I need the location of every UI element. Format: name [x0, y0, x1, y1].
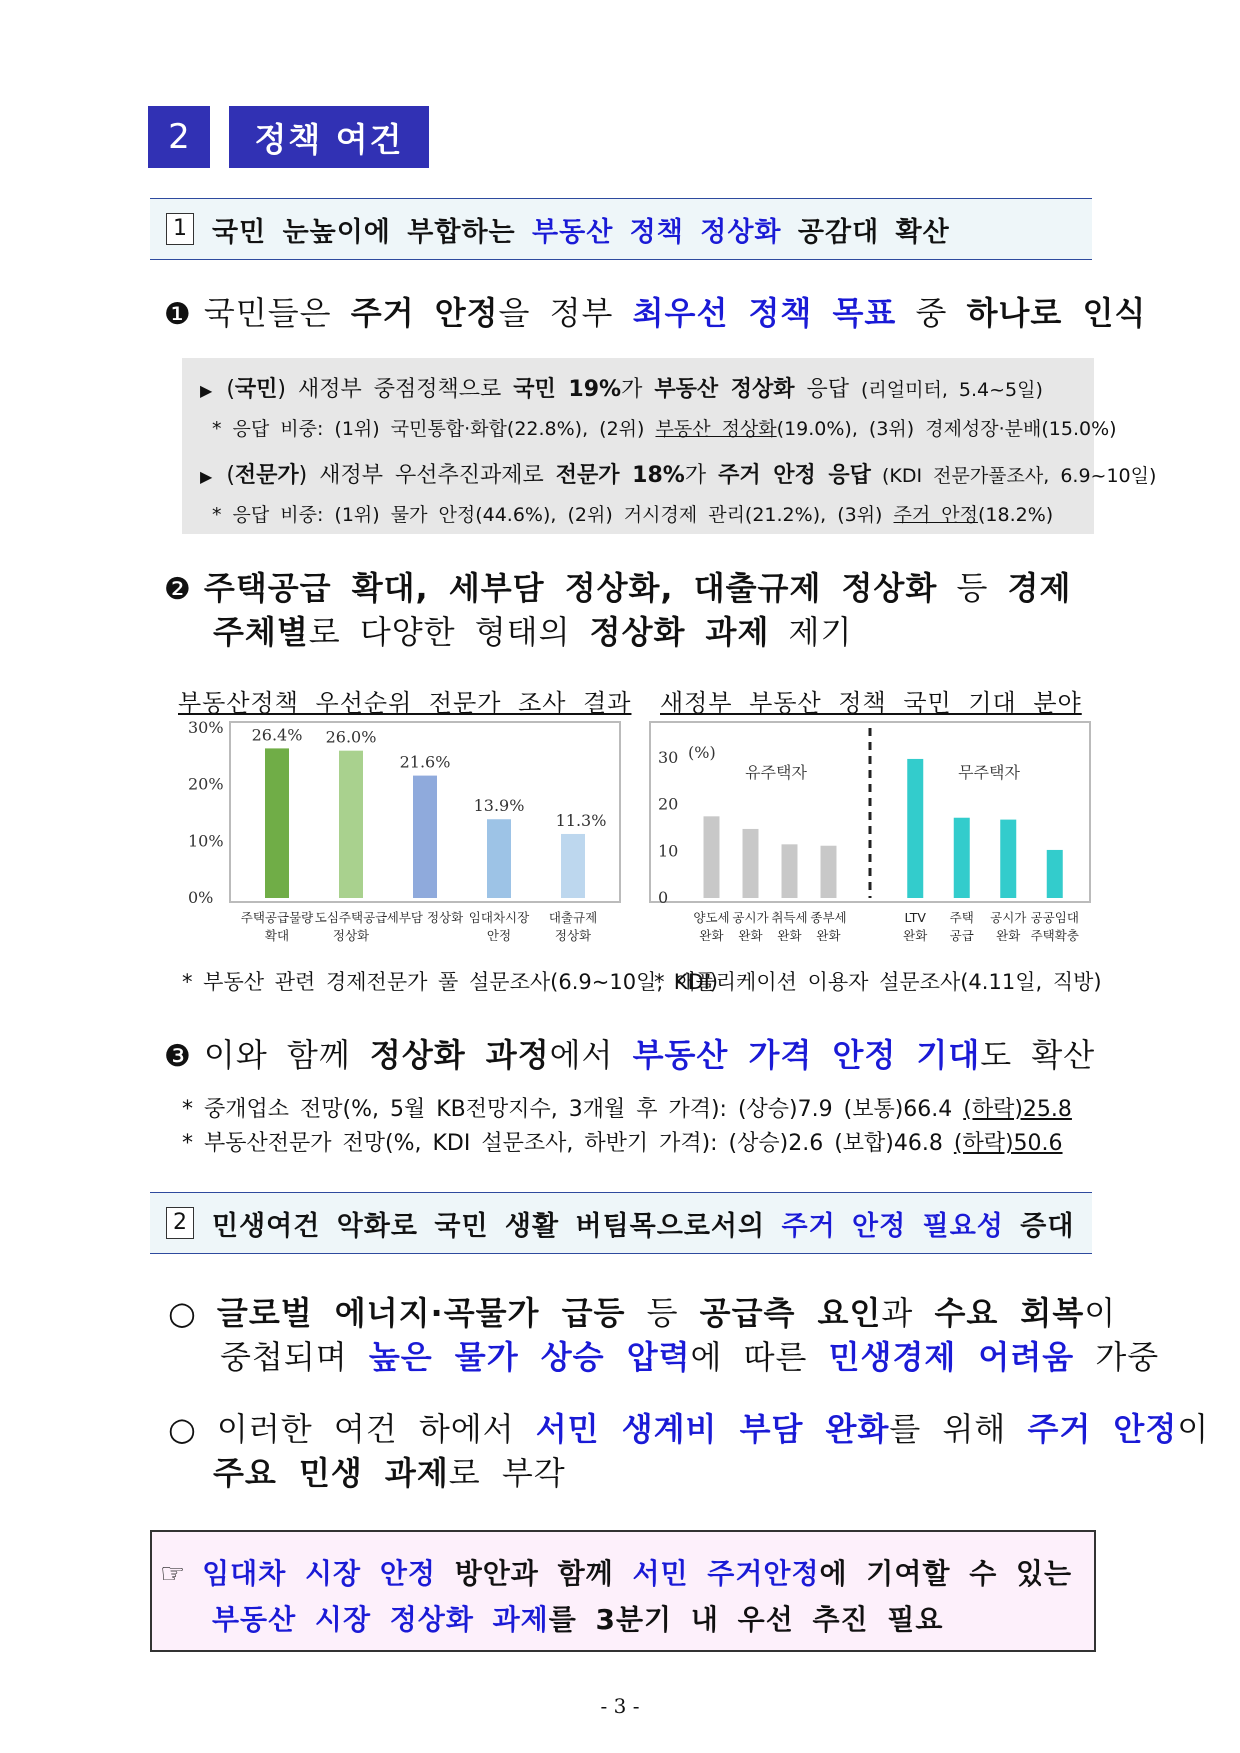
- bar: [954, 818, 970, 898]
- bar: [782, 844, 798, 898]
- category-label: 주택확충: [1030, 928, 1079, 943]
- category-label: LTV: [904, 910, 926, 925]
- category-label: 확대: [264, 928, 290, 943]
- bar: [821, 846, 837, 898]
- y-tick-label: 10: [658, 841, 679, 861]
- category-label: 완화: [996, 928, 1021, 943]
- subheading-text: 국민 눈높이에 부합하는 부동산 정책 정상화 공감대 확산: [212, 216, 950, 248]
- y-tick-label: 0: [658, 888, 669, 907]
- category-label: 주택: [949, 910, 974, 925]
- unit-label: (%): [688, 743, 716, 762]
- y-tick-label: 0%: [188, 888, 214, 907]
- category-label: 취득세: [771, 910, 808, 925]
- y-tick-label: 20: [658, 794, 679, 814]
- bar: [265, 748, 289, 898]
- data-label: 11.3%: [555, 810, 607, 830]
- bullet-1-line1: ○ 글로벌 에너지·곡물가 급등 등 공급측 요인과 수요 회복이: [168, 1294, 1117, 1332]
- bar: [907, 759, 923, 898]
- chart-1: [178, 718, 628, 958]
- number-marker: ❶: [164, 297, 192, 332]
- y-tick-label: 30%: [188, 718, 224, 737]
- conclusion-line1: ☞ 임대차 시장 안정 방안과 함께 서민 주거안정에 기여할 수 있는: [160, 1557, 1073, 1590]
- triangle-bullet-icon: ▶: [200, 467, 213, 486]
- circle-bullet-icon: ○: [168, 1410, 197, 1448]
- survey-expert-detail: * 응답 비중: (1위) 물가 안정(44.6%), (2위) 거시경제 관리(21.2%), (3위) 주거 안정(18.2%): [212, 504, 1054, 526]
- y-tick-label: 20%: [188, 774, 224, 794]
- category-label: 도심주택공급: [314, 910, 388, 925]
- subheading-1: [150, 198, 1092, 260]
- survey-expert-line: ▶ (전문가) 새정부 우선추진과제로 전문가 18%가 주거 안정 응답 (KDI 전문가풀조사, 6.9~10일): [200, 463, 1157, 488]
- bullet-2-line1: ○ 이러한 여건 하에서 서민 생계비 부담 완화를 위해 주거 안정이: [168, 1410, 1210, 1448]
- pointing-hand-icon: ☞: [160, 1557, 187, 1590]
- number-marker: ❸: [164, 1039, 192, 1074]
- category-label: 완화: [777, 928, 802, 943]
- point-3-note-1: * 중개업소 전망(%, 5월 KB전망지수, 3개월 후 가격): (상승)7.9 (보통)66.4 (하락)25.8: [182, 1097, 1072, 1122]
- subheading-2: [150, 1192, 1092, 1254]
- category-label: 공급: [949, 928, 974, 943]
- chart-2-source: * 애플리케이션 이용자 설문조사(4.11일, 직방): [654, 970, 1102, 994]
- bullet-1-line2: 중첩되며 높은 물가 상승 압력에 따른 민생경제 어려움 가중: [220, 1338, 1160, 1376]
- bullet-2-line2: 주요 민생 과제로 부각: [213, 1454, 566, 1492]
- circle-bullet-icon: ○: [168, 1294, 197, 1332]
- y-tick-label: 30: [658, 748, 679, 767]
- subheading-number-box: 2: [166, 1207, 194, 1239]
- bar: [1000, 820, 1016, 898]
- data-label: 21.6%: [399, 752, 451, 772]
- point-3: ❸ 이와 함께 정상화 과정에서 부동산 가격 안정 기대도 확산: [164, 1036, 1096, 1074]
- survey-citizen-line: ▶ (국민) 새정부 중점정책으로 국민 19%가 부동산 정상화 응답 (리얼미터, 5.4~5일): [200, 377, 1043, 402]
- category-label: 완화: [903, 928, 928, 943]
- page-number: - 3 -: [600, 1694, 640, 1718]
- chart-1-title: 부동산정책 우선순위 전문가 조사 결과: [178, 689, 632, 717]
- category-label: 정상화: [332, 928, 370, 943]
- category-label: 공시가: [990, 910, 1027, 925]
- bar: [487, 819, 511, 898]
- category-label: 세부담 정상화: [386, 910, 464, 925]
- category-label: 안정: [486, 928, 512, 943]
- subheading-text: 민생여건 악화로 국민 생활 버팀목으로서의 주거 안정 필요성 증대: [212, 1210, 1075, 1242]
- category-label: 완화: [816, 928, 841, 943]
- group-label: 무주택자: [958, 763, 1020, 782]
- data-label: 13.9%: [473, 796, 525, 816]
- point-1: ❶ 국민들은 주거 안정을 정부 최우선 정책 목표 중 하나로 인식: [164, 294, 1147, 332]
- chart-2: [648, 718, 1094, 958]
- point-2-line1: ❷ 주택공급 확대, 세부담 정상화, 대출규제 정상화 등 경제: [164, 569, 1072, 607]
- category-label: 공공임대: [1030, 910, 1079, 925]
- point-3-note-2: * 부동산전문가 전망(%, KDI 설문조사, 하반기 가격): (상승)2.6 (보합)46.8 (하락)50.6: [182, 1131, 1063, 1156]
- section-number: 2: [148, 106, 210, 168]
- category-label: 양도세: [693, 910, 730, 925]
- survey-citizen-detail: * 응답 비중: (1위) 국민통합·화합(22.8%), (2위) 부동산 정상화(19.0%), (3위) 경제성장·분배(15.0%): [212, 418, 1117, 440]
- subheading-number-box: 1: [166, 213, 194, 245]
- category-label: 완화: [699, 928, 724, 943]
- group-label: 유주택자: [745, 763, 807, 782]
- category-label: 종부세: [810, 910, 847, 925]
- category-label: 대출규제: [548, 910, 598, 925]
- data-label: 26.0%: [325, 727, 377, 747]
- bar: [743, 829, 759, 898]
- triangle-bullet-icon: ▶: [200, 381, 213, 400]
- bar: [561, 834, 585, 898]
- category-label: 완화: [738, 928, 763, 943]
- bar: [704, 816, 720, 898]
- bar: [339, 751, 363, 898]
- chart-1-source: * 부동산 관련 경제전문가 풀 설문조사(6.9~10일, KDI): [182, 970, 719, 994]
- category-label: 주택공급물량: [240, 910, 314, 925]
- category-label: 공시가: [732, 910, 769, 925]
- category-label: 정상화: [554, 928, 592, 943]
- category-label: 임대차시장: [468, 910, 530, 925]
- point-2-line2: 주체별로 다양한 형태의 정상화 과제 제기: [213, 613, 853, 651]
- conclusion-line2: 부동산 시장 정상화 과제를 3분기 내 우선 추진 필요: [212, 1603, 944, 1636]
- data-label: 26.4%: [251, 725, 303, 745]
- y-tick-label: 10%: [188, 831, 224, 851]
- section-title: 정책 여건: [229, 106, 429, 168]
- chart-2-title: 새정부 부동산 정책 국민 기대 분야: [660, 689, 1082, 717]
- bar: [413, 776, 437, 898]
- number-marker: ❷: [164, 572, 192, 607]
- bar: [1047, 850, 1063, 898]
